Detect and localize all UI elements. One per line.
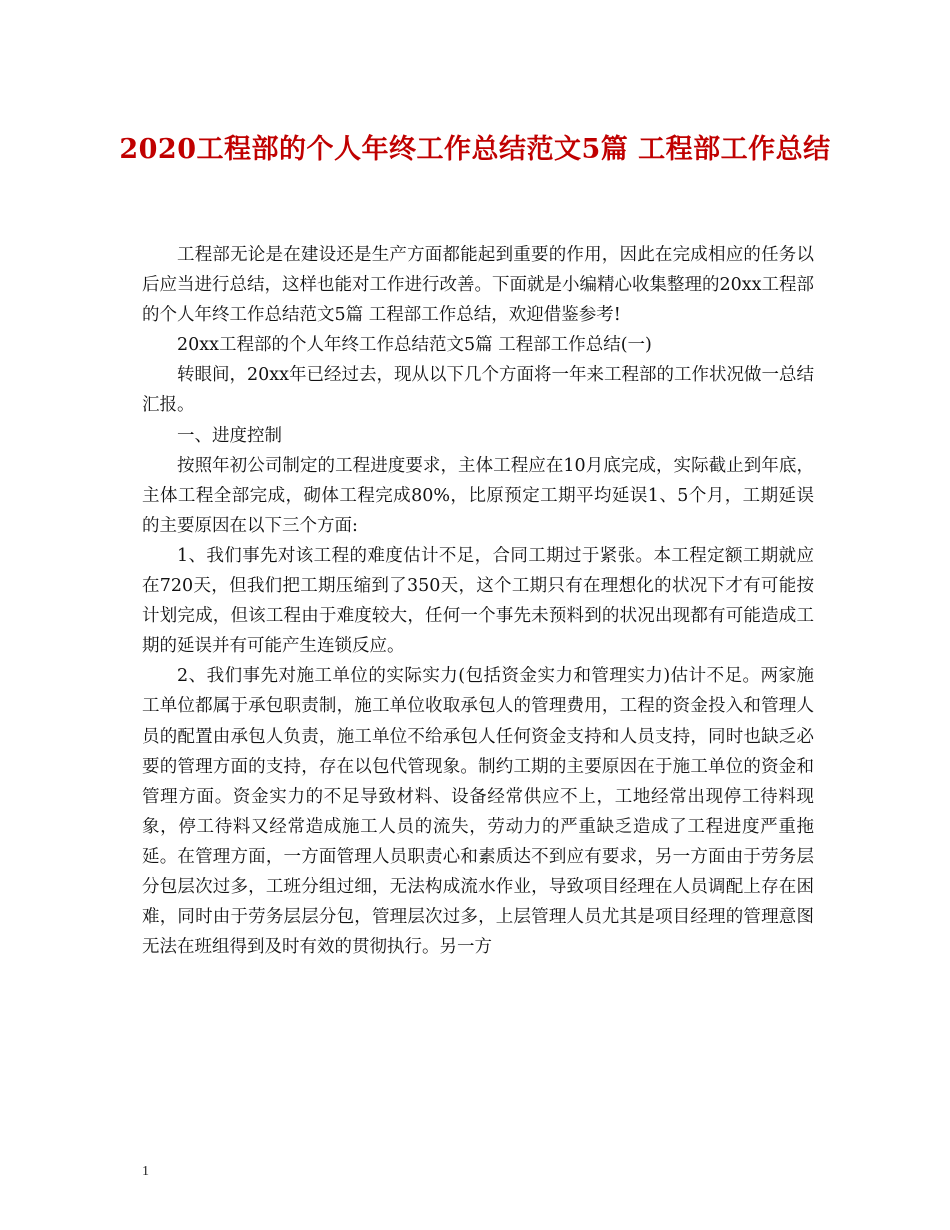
body-paragraph: 转眼间，20xx年已经过去，现从以下几个方面将一年来工程部的工作状况做一总结汇报。 (142, 365, 815, 416)
subsection-heading: 一、进度控制 (177, 425, 282, 446)
body-paragraph: 按照年初公司制定的工程进度要求，主体工程应在10月底完成，实际截止到年底，主体工程全部完成，砌体工程完成80%，比原预定工期平均延误1、5个月，工期延误的主要原因在以下三个方面: (142, 455, 814, 536)
intro-paragraph: 工程部无论是在建设还是生产方面都能起到重要的作用，因此在完成相应的任务以后应当进行总结，这样也能对工作进行改善。下面就是小编精心收集整理的20xx工程部的个人年终工作总结范文5篇 工程部工作总结，欢迎借鉴参考! (142, 245, 815, 326)
body-paragraph: 2、我们事先对施工单位的实际实力(包括资金实力和管理实力)估计不足。两家施工单位都属于承包职责制，施工单位收取承包人的管理费用，工程的资金投入和管理人员的配置由承包人负责，施工单位不给承包人任何资金支持和人员支持，同时也缺乏必要的管理方面的支持，存在以包代管现象。制约工期的主要原因在于施工单位的资金和管理方面。资金实力的不足导致材料、设备经常供应不上，工地经常出现停工待料现象，停工待料又经常造成施工人员的流失，劳动力的严重缺乏造成了工程进度严重拖延。在管理方面，一方面管理人员职责心和素质达不到应有要求，另一方面由于劳务层分包层次过多，工班分组过细，无法构成流水作业，导致项目经理在人员调配上存在困难，同时由于劳务层层分包，管理层次过多，上层管理人员尤其是项目经理的管理意图无法在班组得到及时有效的贯彻执行。另一方 (142, 666, 814, 958)
body-paragraph: 1、我们事先对该工程的难度估计不足，合同工期过于紧张。本工程定额工期就应在720天，但我们把工期压缩到了350天，这个工期只有在理想化的状况下才有可能按计划完成，但该工程由于难度较大，任何一个事先未预料到的状况出现都有可能造成工期的延误并有可能产生连锁反应。 (142, 545, 814, 657)
section-heading: 20xx工程部的个人年终工作总结范文5篇 工程部工作总结(一) (177, 335, 652, 356)
document-title: 2020工程部的个人年终工作总结范文5篇 工程部工作总结 (119, 134, 831, 165)
document-body (142, 240, 814, 962)
page-number: 1 (142, 1164, 149, 1179)
